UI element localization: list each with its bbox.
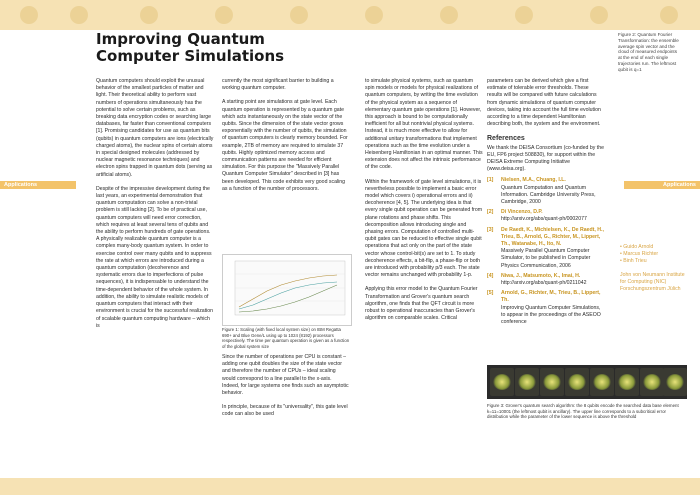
qubit-sphere (590, 368, 614, 396)
reference-authors: Nielsen, M.A., Chuang, I.L. (501, 177, 566, 184)
reference-number: [3] (487, 226, 494, 233)
reference-item (487, 290, 605, 326)
reference-text: Massively Parallel Quantum Computer Simulator, to be published in Computer Physics Communication, 2006 (501, 248, 591, 269)
column-2 (222, 78, 350, 200)
decorative-sphere (515, 6, 533, 24)
paragraph: Applying this error model to the Quantum Fourier Transformation and Grover's quantum search algorithm, one finds that the QFT circuit is more robust to operational inaccuracies than Grover's algorithm on comparable scales. Critical (365, 286, 478, 322)
reference-item (487, 227, 605, 270)
author-block (620, 244, 690, 293)
qubit-sphere (515, 368, 539, 396)
paragraph: In principle, because of its "universality", this gate level code can also be used (222, 404, 348, 418)
reference-authors: Di Vincenzo, D.P. (501, 209, 543, 216)
page-title: Improving Quantum Computer Simulations (96, 30, 285, 65)
decorative-sphere (70, 6, 88, 24)
paragraph: Quantum computers should exploit the unusual behavior of the smallest particles of matter and light. Their theoretical ability to perform vast numbers of operations simultaneously has the potential to solve certain problems, such as breaking data encryption codes or searching large databases, far faster than conventional computers [1]. Promising candidates for use as quantum bits (qubits) in quantum computers are ions (electrically charged atoms), the nuclear spins of certain atoms in special designed molecules (addressed by nuclear magnetic resonance techniques) and electron spins trapped in quantum dots (serving as artificial atoms). (96, 78, 214, 178)
paragraph: Within the framework of gate level simulations, it is nevertheless possible to implement a basic error model which covers i) operational errors and ii) decoherence [4, 5]. The underlying idea is that every single qubit operation can be generated from plane rotations and phase shifts. This decomposition allows introducing single and phasing errors. Computation of controlled multi-qubit gates can be reduced to effective single qubit operations that act only on the part of the state vector whose control-bit(s) are set to 1. To study decoherence effects, a bit-flip, a phase-flip or both are introduced with probability p/3 each. The state vector remains unchanged with probability 1-p. (365, 178, 483, 279)
reference-number: [5] (487, 290, 494, 297)
qubit-sphere (640, 368, 664, 396)
decorative-sphere (590, 6, 608, 24)
reference-item (487, 177, 605, 206)
scaling-plot-graphic (223, 255, 351, 325)
qubit-sphere (615, 368, 639, 396)
decorative-sphere (140, 6, 158, 24)
reference-authors: De Raedt, K., Michielsen, K., De Raedt, H., Trieu, B., Arnold, G., Richter, M., Lippert, Th., Watanabe, H., Ito, N. (501, 226, 604, 248)
reference-text: Quantum Computation and Quantum Information. Cambridge University Press, Cambridge, 2000 (501, 184, 596, 206)
reference-authors: Niwa, J., Matsumoto, K., Imai, H. (501, 272, 581, 279)
qubit-sphere (565, 368, 589, 396)
side-tab-left (0, 181, 76, 189)
column-3 (365, 78, 483, 330)
side-tab-label: Applications (4, 181, 38, 188)
figure-1-caption: Figure 1: Scaling (with fixed local system size) on IBM Regatta 690+ and Blue Gene/L using up to 1024 (8192) processors respectively. The time per quantum operation is given as a function of the global system size (222, 327, 350, 349)
reference-text: Improving Quantum Computer Simulations, to appear in the proceedings of the ASEOO conference (501, 304, 601, 326)
author-affiliation: John von Neumann Institute for Computing (NIC) Forschungszentrum Jülich (620, 272, 685, 292)
column-4 (487, 78, 605, 329)
side-tab-right (624, 181, 700, 189)
decorative-sphere (365, 6, 383, 24)
decorative-sphere (215, 6, 233, 24)
qubit-sphere (490, 368, 514, 396)
paragraph: parameters can be derived which give a first estimate of tolerable error thresholds. These results will be compared with future calculations from dynamic simulations of quantum computer devices, taking into account the full time evolution according to a time dependent Hamiltonian describing both, the system and the environment. (487, 78, 601, 128)
side-tab-label: Applications (662, 181, 696, 188)
bottom-band (0, 478, 700, 495)
figure-2-caption: Figure 2: Quantum Fourier Transformation: the ensemble average spin vector and the cloud of measured endpoints at the end of each single trajectories run. The leftmost qubit is q=1 (618, 32, 679, 72)
reference-authors: Arnold, G., Richter, M., Trieu, B., Lippert, Th. (501, 290, 601, 304)
author-name: • Marcus Richter (620, 251, 659, 257)
reference-number: [1] (487, 177, 494, 184)
decorative-sphere (660, 6, 678, 24)
decorative-sphere (20, 6, 38, 24)
decorative-sphere (440, 6, 458, 24)
figure-3-caption: Figure 3: Grover's quantum search algorithm: the 8 qubits encode the searched data base element k=11=10001 (the leftmost qubit is ancillary). The upper line corresponds to a subcritical error distribution while the parameter of the lower sequence is above the threshold (487, 403, 679, 420)
paragraph: Despite of the impressive development during the last years, an experimental demonstration that quantum computation can solve a non-trivial problem is still lacking [2]. To be of practical use, quantum computers will need error correction, which requires at least several tens of qubits and the ability to perform hundreds of gate operations. A physically realizable quantum computer is a complex many-body quantum system. In order to exercise control over many qubits and to suppress the rate at which errors are introduced during a quantum computation (decoherence and systematic errors due to imperfections of pulse sequences), it is indispensable to understand the time-dependent behavior of the whole system. In addition, the ability to simulate realistic models of quantum computers that interact with their environment is crucial for the successful realization of scalable quantum computing hardware – which is (96, 185, 214, 329)
qubit-sphere (540, 368, 564, 396)
references-intro: We thank the DEISA Consortium (co-funded by the EU, FP6 project 508830), for support within the DEISA Extreme Computing Initiative (www.deisa.org). (487, 144, 604, 173)
column-1 (96, 78, 214, 337)
figure-3-image (487, 365, 687, 399)
decorative-sphere (290, 6, 308, 24)
column-2-continued (222, 354, 350, 426)
paragraph: to simulate physical systems, such as quantum spin models or models for physical realizations of quantum computers, by writing the time evolution of the physical system as a sequence of elementary quantum gate operations [1]. However, this approach is bound to be computationally inefficient for all but nontrivial physical systems. Instead, it is much more effective to allow for additional unitary transformations that implement operations such as the time evolution under a Heisenberg Hamiltonian in an optimal manner. This extension does not affect the intrinsic performance of the code. (365, 78, 483, 171)
paragraph: currently the most significant barrier to building a working quantum computer. (222, 78, 334, 92)
reference-item (487, 273, 605, 287)
author-name: • Guido Arnold (620, 244, 654, 250)
figure-1-plot (222, 254, 352, 326)
reference-text: http://arxiv.org/abs/quant-ph/0002077 (501, 216, 587, 223)
reference-number: [4] (487, 272, 494, 279)
paragraph: A starting point are simulations at gate level. Each quantum operation is represented by a quantum gate which acts instantaneously on the state vector of the qubits. Since the dimension of the state vector grows exponentially with the number of qubits, the simulation of quantum computers is clearly memory bounded. For example, 2TB of memory are required to simulate 37 qubits. Highly optimized memory access and communication patterns are needed for efficient simulation. For this purpose the "Massively Parallel Quantum Computer Simulator" described in [3] has been developed. This code exhibits very good scaling as a function of the number of processors. (222, 99, 348, 192)
reference-number: [2] (487, 209, 494, 216)
reference-item (487, 209, 605, 223)
author-name: • Binh Trieu (620, 258, 647, 264)
paragraph: Since the number of operations per CPU is constant – adding one qubit doubles the size of the state vector and therefore the number of CPUs – ideal scaling would correspond to a line parallel to the x-axis. Indeed, for large systems one finds such an asymptotic behavior. (222, 354, 349, 397)
reference-text: http://arxiv.org/abs/quant-ph/0211042 (501, 280, 587, 287)
qubit-sphere (663, 368, 687, 396)
references-heading: References (487, 135, 525, 143)
